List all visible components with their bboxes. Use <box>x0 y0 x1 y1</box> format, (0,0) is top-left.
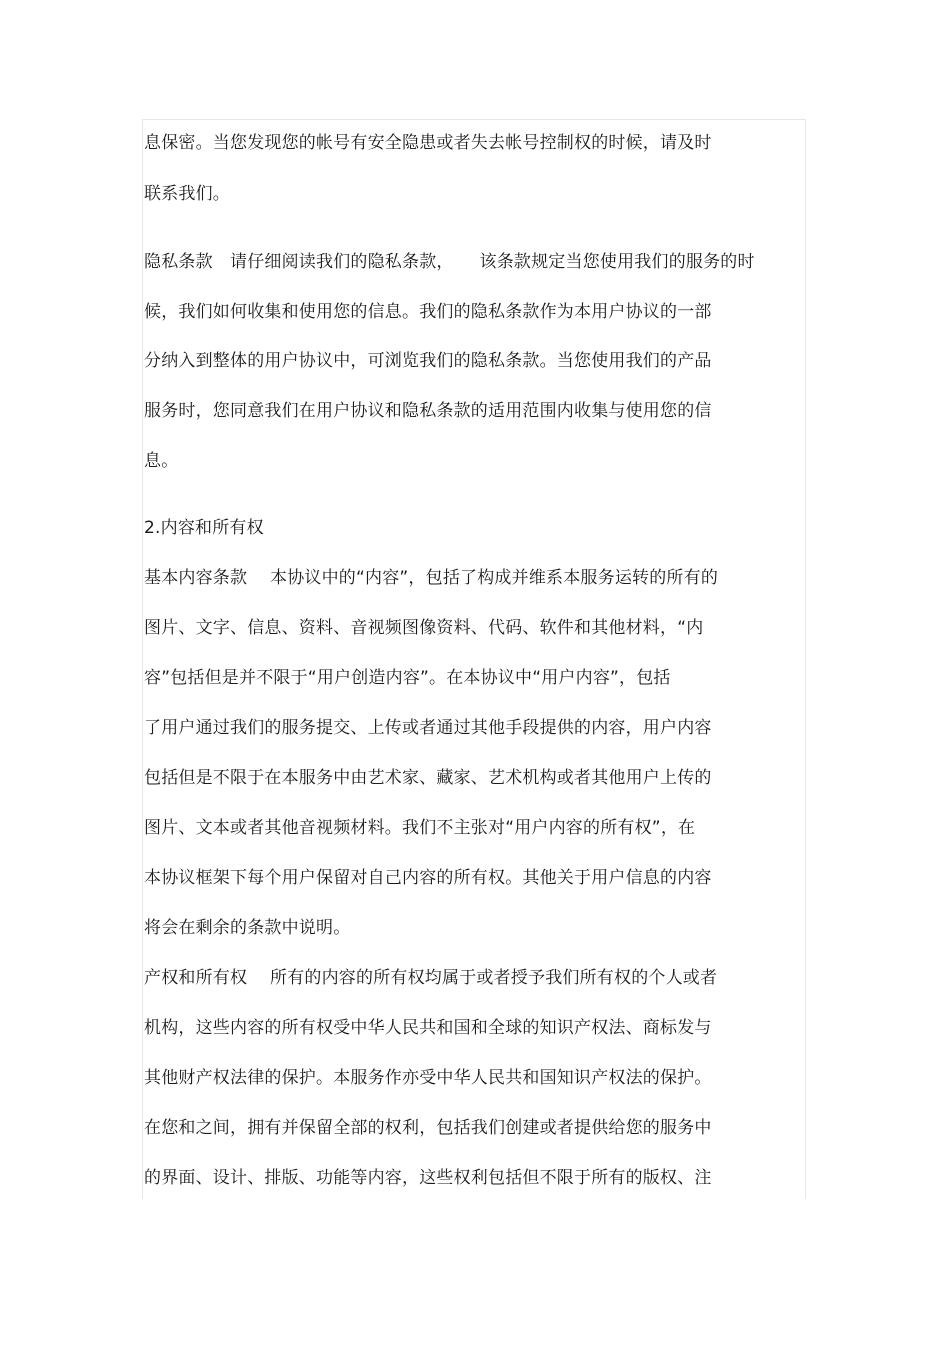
text-line: 候，我们如何收集和使用您的信息。我们的隐私条款作为本用户协议的一部 <box>144 302 712 322</box>
text-line: 息保密。当您发现您的帐号有安全隐患或者失去帐号控制权的时候，请及时 <box>144 133 712 153</box>
text-line: 其他财产权法律的保护。本服务作亦受中华人民共和国知识产权法的保护。 <box>144 1068 712 1088</box>
text-line: 分纳入到整体的用户协议中，可浏览我们的隐私条款。当您使用我们的产品 <box>144 351 712 371</box>
text-line: 的界面、设计、排版、功能等内容，这些权利包括但不限于所有的版权、注 <box>144 1168 712 1188</box>
section-heading: 2.内容和所有权 <box>144 518 264 538</box>
text-line: 联系我们。 <box>144 184 230 204</box>
text-line: 本协议框架下每个用户保留对自己内容的所有权。其他关于用户信息的内容 <box>144 868 712 888</box>
text-line: 息。 <box>144 451 179 471</box>
text-line: 图片、文本或者其他音视频材料。我们不主张对“用户内容的所有权”，在 <box>144 818 696 838</box>
text-line: 图片、文字、信息、资料、音视频图像资料、代码、软件和其他材料，“内 <box>144 618 704 638</box>
text-line: 将会在剩余的条款中说明。 <box>144 918 351 938</box>
text-line: 包括但是不限于在本服务中由艺术家、藏家、艺术机构或者其他用户上传的 <box>144 768 712 788</box>
text-line: 容”包括但是并不限于“用户创造内容”。在本协议中“用户内容”，包括 <box>144 668 671 688</box>
text-line: 了用户通过我们的服务提交、上传或者通过其他手段提供的内容，用户内容 <box>144 718 712 738</box>
text-line: 基本内容条款 本协议中的“内容”，包括了构成并维系本服务运转的所有的 <box>144 568 719 588</box>
text-line: 机构，这些内容的所有权受中华人民共和国和全球的知识产权法、商标发与 <box>144 1018 712 1038</box>
text-line: 产权和所有权 所有的内容的所有权均属于或者授予我们所有权的个人或者 <box>144 968 718 988</box>
text-line: 服务时，您同意我们在用户协议和隐私条款的适用范围内收集与使用您的信 <box>144 401 712 421</box>
text-line: 在您和之间，拥有并保留全部的权利，包括我们创建或者提供给您的服务中 <box>144 1118 712 1138</box>
text-line: 隐私条款 请仔细阅读我们的隐私条款， 该条款规定当您使用我们的服务的时 <box>144 252 755 272</box>
